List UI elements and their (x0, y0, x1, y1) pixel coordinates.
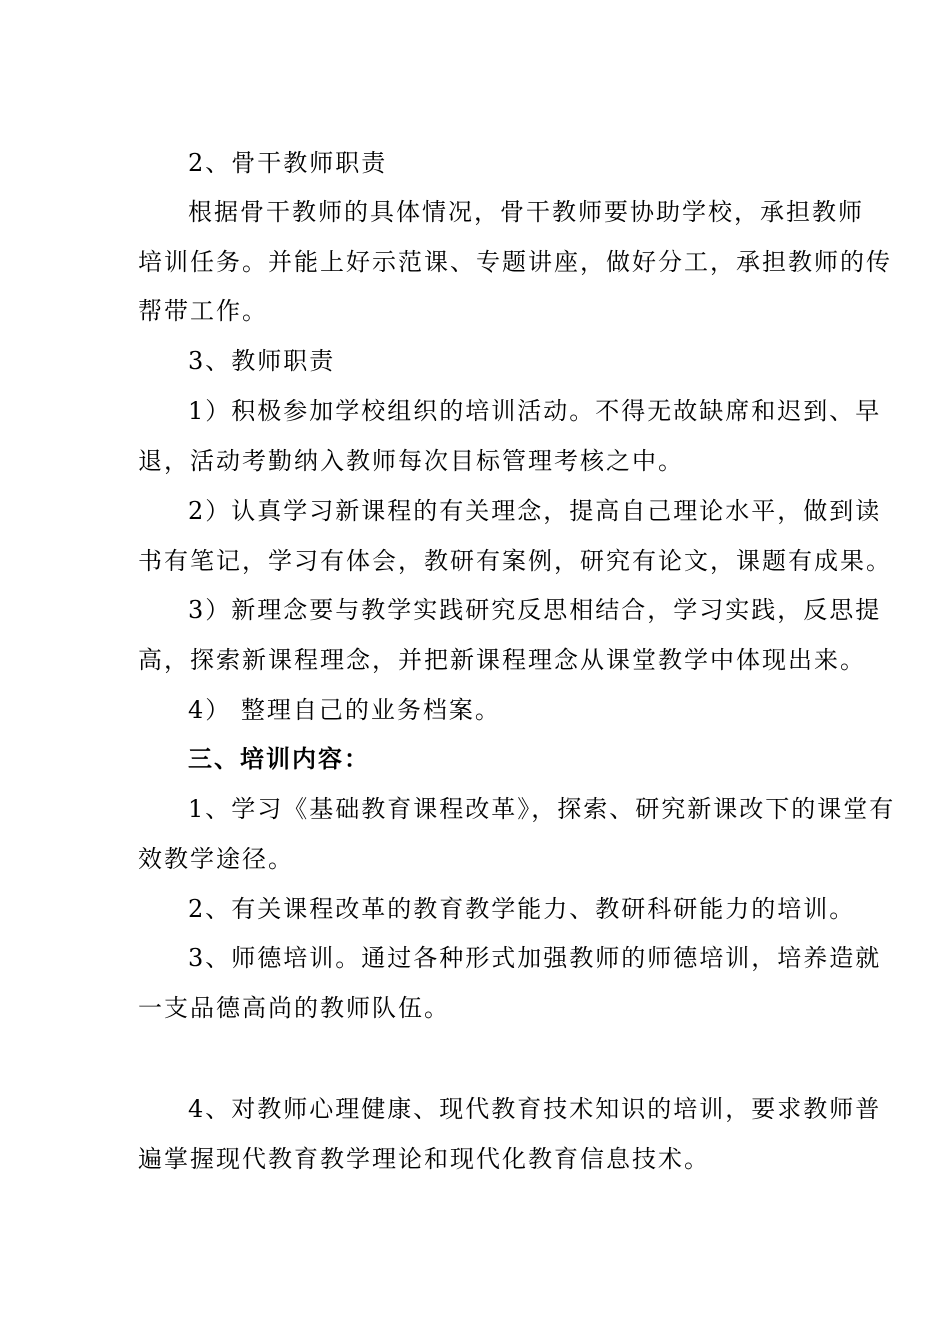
content4-line-1: 4、对教师心理健康、现代教育技术知识的培训，要求教师普 (188, 1095, 882, 1123)
section3-heading: 3、教师职责 (188, 347, 336, 375)
part3-heading: 三、培训内容： (188, 744, 370, 773)
duty4-line: 4） 整理自己的业务档案。 (188, 696, 501, 724)
content4-line-2: 遍掌握现代教育教学理论和现代化教育信息技术。 (138, 1145, 710, 1173)
duty3-line-1: 3）新理念要与教学实践研究反思相结合，学习实践，反思提 (188, 596, 882, 624)
duty3-line-2: 高，探索新课程理念，并把新课程理念从课堂教学中体现出来。 (138, 646, 866, 674)
content3-line-1: 3、师德培训。通过各种形式加强教师的师德培训，培养造就 (188, 944, 882, 972)
section2-heading: 2、骨干教师职责 (188, 149, 388, 177)
section2-para-line-1: 根据骨干教师的具体情况，骨干教师要协助学校，承担教师 (188, 198, 864, 226)
duty1-line-1: 1）积极参加学校组织的培训活动。不得无故缺席和迟到、早 (188, 397, 882, 425)
section2-para-line-3: 帮带工作。 (138, 297, 268, 325)
section2-para-line-2: 培训任务。并能上好示范课、专题讲座，做好分工，承担教师的传 (138, 248, 892, 276)
content1-line-1: 1、学习《基础教育课程改革》，探索、研究新课改下的课堂有 (188, 795, 896, 823)
duty2-line-1: 2）认真学习新课程的有关理念，提高自己理论水平，做到读 (188, 497, 882, 525)
content2-line: 2、有关课程改革的教育教学能力、教研科研能力的培训。 (188, 895, 856, 923)
duty1-line-2: 退，活动考勤纳入教师每次目标管理考核之中。 (138, 447, 684, 475)
content1-line-2: 效教学途径。 (138, 845, 294, 873)
content3-line-2: 一支品德高尚的教师队伍。 (138, 994, 450, 1022)
duty2-line-2: 书有笔记，学习有体会，教研有案例，研究有论文，课题有成果。 (138, 547, 892, 575)
